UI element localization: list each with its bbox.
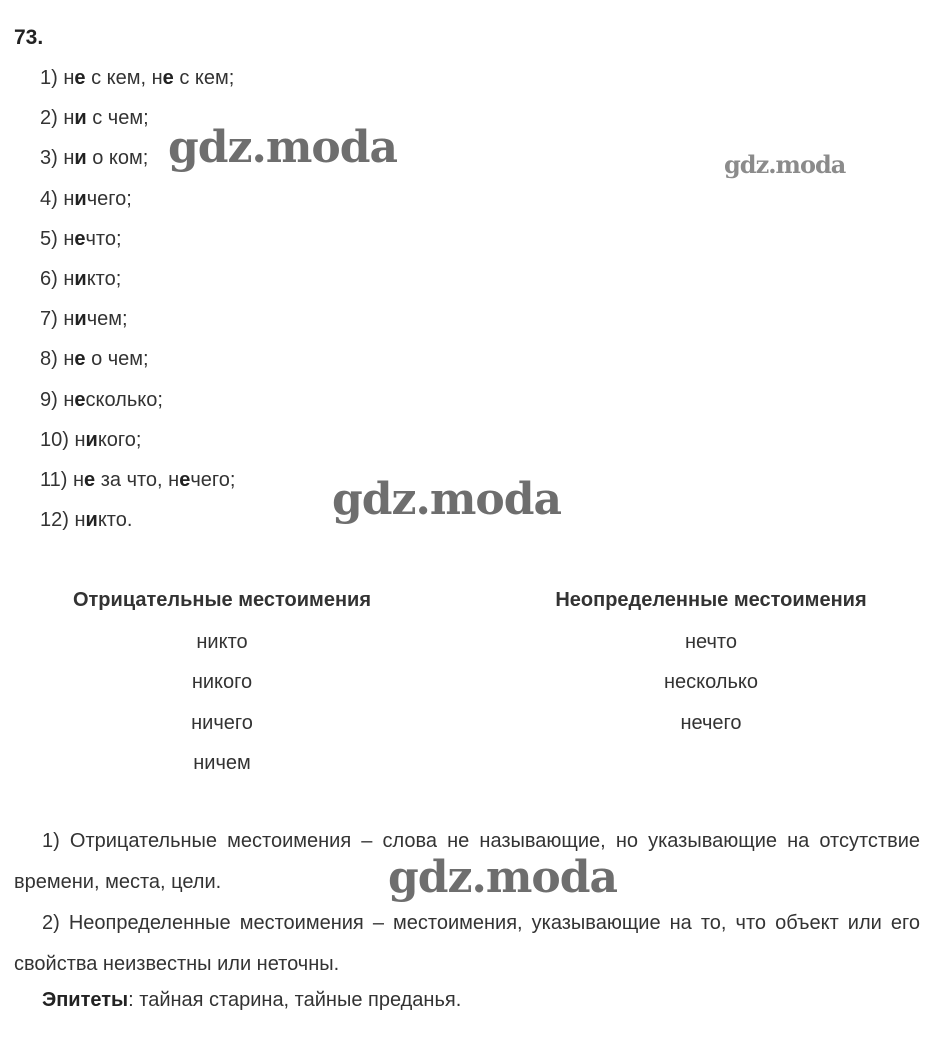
epithets-line — [42, 982, 461, 1018]
answer-text: кого; — [97, 428, 142, 451]
answer-text: 12) н — [40, 509, 86, 532]
answer-item — [40, 503, 235, 543]
negative-pronouns-column — [40, 584, 404, 783]
answer-text: о чем; — [85, 348, 149, 371]
watermark: gdz.moda — [388, 852, 618, 903]
answer-letter: е — [74, 388, 86, 411]
answer-text: с чем; — [86, 107, 149, 130]
answer-letter: и — [74, 187, 87, 210]
epithets-label: Эпитеты — [42, 989, 129, 1011]
indefinite-word: нечто — [685, 631, 737, 653]
answer-letter: е — [74, 348, 86, 371]
answer-letter: и — [74, 308, 87, 331]
answer-text: о ком; — [86, 147, 149, 170]
answer-item — [40, 342, 235, 382]
answer-item — [40, 383, 235, 423]
indefinite-pronouns-column — [522, 584, 900, 743]
answer-text: 4) н — [40, 187, 75, 210]
answer-text: кто; — [86, 267, 122, 290]
answer-text: 9) н — [40, 388, 75, 411]
negative-word: никого — [191, 671, 253, 694]
answer-text: 6) н — [40, 267, 75, 290]
answer-letter: е — [179, 468, 191, 491]
answer-letter: и — [85, 428, 98, 451]
answer-text: 5) н — [40, 227, 75, 250]
answer-item — [40, 302, 235, 342]
answer-letter: и — [74, 147, 87, 170]
answer-letter: и — [74, 107, 87, 130]
answer-text: кто. — [97, 509, 133, 532]
answer-text: за что, н — [95, 468, 180, 491]
answer-text: 8) н — [40, 348, 75, 371]
indefinite-word: несколько — [663, 671, 758, 694]
watermark: gdz.moda — [168, 122, 398, 173]
answer-letter: и — [74, 267, 87, 290]
answer-text: 2) н — [40, 107, 75, 130]
indefinite-word: нечего — [680, 711, 742, 734]
watermark: gdz.moda — [332, 474, 562, 525]
answer-text: 1) н — [40, 67, 75, 89]
answer-item — [40, 262, 235, 302]
answer-letter: е — [162, 67, 174, 89]
negative-word: ничем — [193, 751, 251, 774]
answer-text: с кем, н — [85, 67, 163, 89]
answer-letter: и — [85, 509, 98, 532]
answer-letter: е — [74, 67, 86, 89]
epithets-text: : тайная старина, тайные преданья. — [128, 989, 462, 1011]
answer-item — [40, 423, 235, 463]
answer-text: 7) н — [40, 308, 75, 331]
answer-text: 10) н — [40, 428, 86, 451]
answer-text: 3) н — [40, 147, 75, 170]
answer-text: чего; — [86, 187, 132, 210]
answer-text: что; — [85, 227, 122, 250]
answer-text: чем; — [86, 308, 128, 331]
watermark: gdz.moda — [724, 150, 846, 179]
definition-text: 2) Неопределенные местоимения – местоимения, указывающие на то, что объект или его свойства неизвестны или неточны. — [14, 912, 920, 975]
definition-text: 1) Отрицательные местоимения – слова не называющие, но указывающие на отсутствие времени, места, цели. — [14, 830, 920, 893]
answer-item — [40, 182, 235, 222]
negative-heading: Отрицательные местоимения — [72, 589, 372, 611]
answer-text: сколько; — [85, 388, 163, 411]
answer-item — [40, 61, 235, 101]
answer-item — [40, 463, 235, 503]
answer-letter: е — [84, 468, 96, 491]
indefinite-heading: Неопределенные местоимения — [555, 589, 867, 611]
task-number: 73. — [14, 26, 44, 49]
definition-paragraph — [14, 903, 920, 985]
answer-text: 11) н — [40, 468, 85, 491]
negative-word: никто — [196, 631, 248, 653]
answer-letter: е — [74, 227, 86, 250]
answer-item — [40, 222, 235, 262]
negative-word: ничего — [191, 711, 253, 734]
answer-text: с кем; — [173, 67, 235, 89]
answer-text: чего; — [190, 468, 236, 491]
